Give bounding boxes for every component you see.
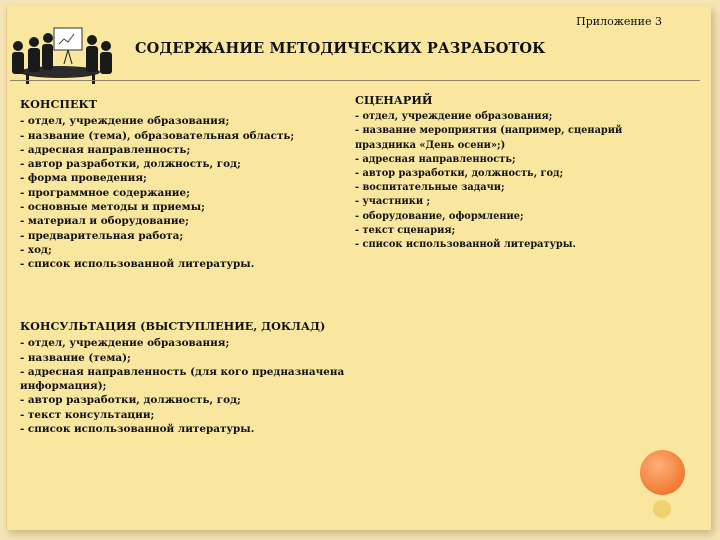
list-item: - автор разработки, должность, год;	[20, 158, 241, 171]
list-item: - отдел, учреждение образования;	[355, 111, 553, 123]
list-item: - текст сценария;	[355, 224, 456, 236]
list-item: - участники ;	[355, 196, 431, 208]
list-item: - оборудование, оформление;	[355, 210, 524, 222]
list-item: - название мероприятия (например, сценарий праздника «День осени»;)	[355, 125, 623, 151]
list-item: - текст консультации;	[20, 408, 155, 421]
list-item: - предварительная работа;	[20, 229, 184, 242]
decorative-orange-circle	[640, 450, 685, 495]
list-item: - воспитательные задачи;	[355, 182, 505, 194]
list-item: - автор разработки, должность, год;	[20, 394, 241, 407]
scenario-title: СЦЕНАРИЙ	[355, 93, 433, 107]
list-item: - форма проведения;	[20, 172, 147, 185]
list-item: - отдел, учреждение образования;	[20, 115, 230, 128]
list-item: - список использованной литературы.	[355, 239, 576, 251]
list-item: - адресная направленность (для кого предназначена информация);	[20, 365, 345, 393]
list-item: - отдел, учреждение образования;	[20, 337, 230, 350]
list-item: - список использованной литературы.	[20, 258, 255, 271]
list-item: - адресная направленность;	[355, 153, 516, 165]
consultation-section	[20, 319, 345, 436]
konspekt-section	[20, 97, 294, 272]
title-divider	[10, 80, 700, 81]
scenario-section	[355, 93, 675, 252]
list-item: - основные методы и приемы;	[20, 201, 205, 214]
konspekt-title: КОНСПЕКТ	[20, 97, 97, 111]
list-item: - адресная направленность;	[20, 143, 191, 156]
meeting-people-icon	[4, 24, 116, 86]
list-item: - автор разработки, должность, год;	[355, 168, 564, 180]
list-item: - название (тема);	[20, 351, 131, 364]
list-item: - ход;	[20, 243, 52, 256]
list-item: - материал и оборудование;	[20, 215, 189, 228]
decorative-yellow-circle	[653, 500, 671, 518]
page-title: СОДЕРЖАНИЕ МЕТОДИЧЕСКИХ РАЗРАБОТОК	[135, 40, 546, 57]
list-item: - список использованной литературы.	[20, 423, 255, 436]
consultation-title: КОНСУЛЬТАЦИЯ (ВЫСТУПЛЕНИЕ, ДОКЛАД)	[20, 319, 326, 333]
list-item: - программное содержание;	[20, 186, 190, 199]
appendix-label: Приложение 3	[576, 15, 662, 28]
list-item: - название (тема), образовательная область;	[20, 129, 295, 142]
